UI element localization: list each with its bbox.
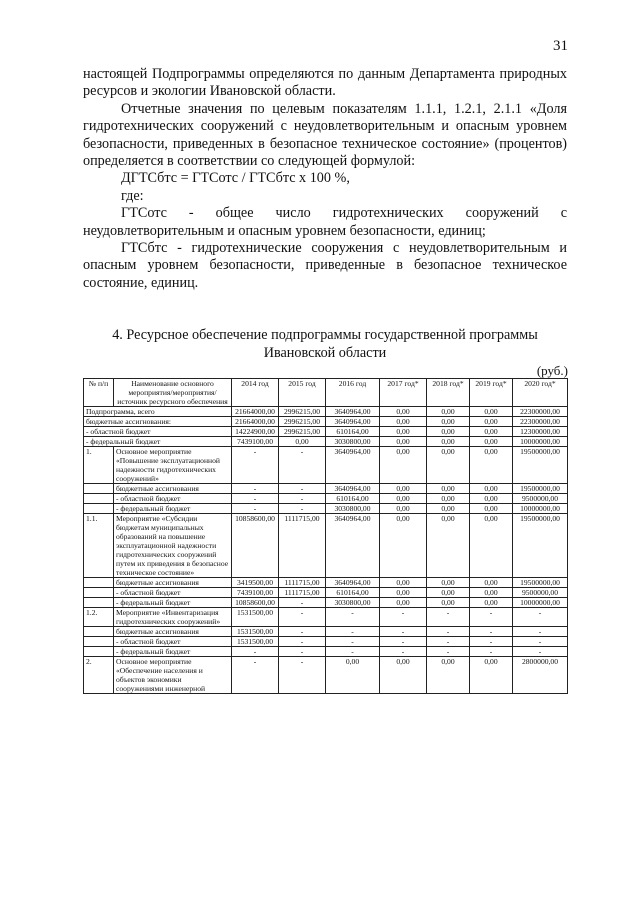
table-cell: - федеральный бюджет <box>84 437 232 447</box>
table-cell: - <box>326 647 380 657</box>
table-cell: 10000000,00 <box>513 504 568 514</box>
table-cell: - областной бюджет <box>114 494 232 504</box>
table-cell: - <box>232 494 279 504</box>
table-cell: 10858600,00 <box>232 514 279 578</box>
table-row <box>84 504 568 514</box>
table-cell: 14224900,00 <box>232 427 279 437</box>
paragraph: ГТСбтс - гидротехнические сооружения с неудовлетворительным и опасным уровнем безопасности, приведенные в безопасное техническое состояние, единиц. <box>83 240 567 291</box>
table-cell: - <box>232 657 279 694</box>
paragraph: настоящей Подпрограммы определяются по данным Департамента природных ресурсов и экологии Ивановской области. <box>83 66 567 100</box>
table-cell: - <box>279 647 326 657</box>
table-cell: - <box>279 627 326 637</box>
table-cell: 2. <box>84 657 114 694</box>
table-row <box>84 588 568 598</box>
table-cell: 0,00 <box>470 588 513 598</box>
table-cell: 0,00 <box>427 588 470 598</box>
table-cell: - <box>232 647 279 657</box>
table-cell: 3030800,00 <box>326 437 380 447</box>
table-cell: Мероприятие «Инвентаризация гидротехнических сооружений» <box>114 608 232 627</box>
table-cell: 10000000,00 <box>513 437 568 447</box>
body-text <box>83 66 567 292</box>
table-cell: - <box>427 647 470 657</box>
table-cell: 3030800,00 <box>326 598 380 608</box>
column-header: 2015 год <box>279 379 326 407</box>
table-cell: 3640964,00 <box>326 407 380 417</box>
table-cell <box>84 504 114 514</box>
table-cell: 0,00 <box>470 447 513 484</box>
table-cell: 0,00 <box>427 447 470 484</box>
table-cell: - <box>470 627 513 637</box>
table-cell: 0,00 <box>279 437 326 447</box>
table-cell: 10858600,00 <box>232 598 279 608</box>
table-cell: - <box>470 647 513 657</box>
table-cell: - <box>470 637 513 647</box>
table-cell: - <box>279 494 326 504</box>
table-cell: - <box>326 608 380 627</box>
table-header-row <box>84 379 568 407</box>
table-cell: - <box>232 447 279 484</box>
table-cell: - <box>326 627 380 637</box>
table-cell: 2996215,00 <box>279 427 326 437</box>
table-row <box>84 427 568 437</box>
table-cell: 1111715,00 <box>279 588 326 598</box>
table-cell: 0,00 <box>380 504 427 514</box>
table-cell: 0,00 <box>380 437 427 447</box>
table-cell: 1531500,00 <box>232 627 279 637</box>
table-cell: - <box>279 657 326 694</box>
table-cell: 0,00 <box>380 598 427 608</box>
table-cell: 19500000,00 <box>513 514 568 578</box>
table-cell: 0,00 <box>380 657 427 694</box>
table-cell: - <box>279 637 326 647</box>
table-cell: 0,00 <box>427 657 470 694</box>
table-row <box>84 514 568 578</box>
paragraph: ГТСотс - общее число гидротехнических сооружений с неудовлетворительным и опасным уровнем безопасности, единиц; <box>83 205 567 239</box>
table-cell: 0,00 <box>380 427 427 437</box>
table-cell: 0,00 <box>470 494 513 504</box>
table-cell: 0,00 <box>427 437 470 447</box>
table-cell: 0,00 <box>380 588 427 598</box>
table-cell: 0,00 <box>380 417 427 427</box>
table-cell: 0,00 <box>326 657 380 694</box>
table-row <box>84 598 568 608</box>
resource-table <box>83 378 568 694</box>
table-row <box>84 608 568 627</box>
column-header: 2017 год* <box>380 379 427 407</box>
table-cell: 3640964,00 <box>326 447 380 484</box>
table-cell <box>84 578 114 588</box>
table-cell: 1.2. <box>84 608 114 627</box>
table-cell: 0,00 <box>470 437 513 447</box>
table-cell: 0,00 <box>470 417 513 427</box>
unit-label: (руб.) <box>536 363 568 378</box>
table-cell: 19500000,00 <box>513 578 568 588</box>
table-cell: бюджетные ассигнования: <box>84 417 232 427</box>
page-number: 31 <box>553 38 568 54</box>
table-cell: - <box>279 504 326 514</box>
table-cell: 3640964,00 <box>326 514 380 578</box>
table-row <box>84 578 568 588</box>
table-cell: 610164,00 <box>326 427 380 437</box>
table-cell: 3640964,00 <box>326 417 380 427</box>
table-cell: - <box>513 627 568 637</box>
paragraph: Отчетные значения по целевым показателям 1.1.1, 1.2.1, 2.1.1 «Доля гидротехнических сооружений с неудовлетворительным и опасным уровнем безопасности, приведенных в безопасное техническое состояние» (процентов) определяется в соответствии со следующей формулой: <box>83 100 567 170</box>
table-cell: - <box>380 608 427 627</box>
table-cell: 0,00 <box>470 657 513 694</box>
table-cell: Основное мероприятие «Обеспечение населения и объектов экономики сооружениями инженерной <box>114 657 232 694</box>
table-cell: бюджетные ассигнования <box>114 627 232 637</box>
table-cell: 7439100,00 <box>232 588 279 598</box>
table-cell: 2996215,00 <box>279 407 326 417</box>
paragraph: ДГТСбтс = ГТСотс / ГТСбтс х 100 %, <box>121 170 350 187</box>
table-cell: - <box>279 598 326 608</box>
table-cell: - <box>513 608 568 627</box>
table-cell: 0,00 <box>427 504 470 514</box>
column-header: № п/п <box>84 379 114 407</box>
table-cell: 0,00 <box>470 427 513 437</box>
table-cell: 12300000,00 <box>513 427 568 437</box>
table-row <box>84 637 568 647</box>
table-cell: 22300000,00 <box>513 407 568 417</box>
table-cell: 0,00 <box>470 514 513 578</box>
table-row <box>84 657 568 694</box>
table-cell: 1531500,00 <box>232 637 279 647</box>
table-cell: Основное мероприятие «Повышение эксплуатационной надежности гидротехнических сооружений» <box>114 447 232 484</box>
table-cell: - федеральный бюджет <box>114 647 232 657</box>
table-cell: 0,00 <box>470 484 513 494</box>
table-cell: 0,00 <box>427 598 470 608</box>
table-cell: - <box>427 637 470 647</box>
table-cell: - <box>380 637 427 647</box>
table-cell: 19500000,00 <box>513 447 568 484</box>
table-cell: 1531500,00 <box>232 608 279 627</box>
table-cell: 0,00 <box>427 417 470 427</box>
table-row <box>84 484 568 494</box>
table-cell: Мероприятие «Субсидии бюджетам муниципальных образований на повышение эксплуатационной надежности гидротехнических сооружений путем их приведения в безопасное техническое состояние» <box>114 514 232 578</box>
table-cell: 10000000,00 <box>513 598 568 608</box>
table-cell <box>84 637 114 647</box>
table-cell: 7439100,00 <box>232 437 279 447</box>
column-header: 2016 год <box>326 379 380 407</box>
paragraph: где: <box>121 187 144 204</box>
table-body <box>84 407 568 694</box>
table-cell: - <box>427 608 470 627</box>
table-cell: 19500000,00 <box>513 484 568 494</box>
table-row <box>84 407 568 417</box>
table-cell: 2996215,00 <box>279 417 326 427</box>
table-cell: - <box>513 637 568 647</box>
table-cell: - <box>279 447 326 484</box>
column-header: 2018 год* <box>427 379 470 407</box>
table-cell: 22300000,00 <box>513 417 568 427</box>
table-cell: 9500000,00 <box>513 494 568 504</box>
table-cell: 610164,00 <box>326 494 380 504</box>
table-cell: 0,00 <box>380 447 427 484</box>
table-cell: - федеральный бюджет <box>114 504 232 514</box>
table-cell: - областной бюджет <box>114 588 232 598</box>
table-cell: 0,00 <box>380 407 427 417</box>
table-cell: - <box>279 484 326 494</box>
table-cell <box>84 494 114 504</box>
table-cell: бюджетные ассигнования <box>114 484 232 494</box>
table-row <box>84 447 568 484</box>
table-cell: 0,00 <box>427 578 470 588</box>
table-cell: - <box>380 647 427 657</box>
table-cell <box>84 627 114 637</box>
table-cell: 610164,00 <box>326 588 380 598</box>
table-cell: бюджетные ассигнования <box>114 578 232 588</box>
table-cell: 3640964,00 <box>326 484 380 494</box>
table-cell: 0,00 <box>427 514 470 578</box>
table-cell: - <box>279 608 326 627</box>
table-cell: 0,00 <box>380 578 427 588</box>
table-cell: 1.1. <box>84 514 114 578</box>
table-cell: 1111715,00 <box>279 514 326 578</box>
table-row <box>84 627 568 637</box>
table-cell: 3419500,00 <box>232 578 279 588</box>
table-cell: 21664000,00 <box>232 417 279 427</box>
table-cell: 0,00 <box>470 504 513 514</box>
table-cell: - областной бюджет <box>114 637 232 647</box>
column-header: Наименование основного мероприятия/мероприятия/ источник ресурсного обеспечения <box>114 379 232 407</box>
table-row <box>84 437 568 447</box>
table-row <box>84 647 568 657</box>
table-cell: 0,00 <box>380 514 427 578</box>
table-cell: 9500000,00 <box>513 588 568 598</box>
column-header: 2019 год* <box>470 379 513 407</box>
table-cell: - <box>513 647 568 657</box>
table-cell: 0,00 <box>470 407 513 417</box>
column-header: 2014 год <box>232 379 279 407</box>
table-cell: 21664000,00 <box>232 407 279 417</box>
section-title: 4. Ресурсное обеспечение подпрограммы государственной программы Ивановской области <box>112 327 538 361</box>
table-cell: - <box>427 627 470 637</box>
table-cell: 0,00 <box>470 598 513 608</box>
table-cell: 3640964,00 <box>326 578 380 588</box>
table-cell: 1. <box>84 447 114 484</box>
table-cell: Подпрограмма, всего <box>84 407 232 417</box>
table-cell: - <box>470 608 513 627</box>
table-row <box>84 417 568 427</box>
table-cell: 0,00 <box>427 427 470 437</box>
table-cell: 0,00 <box>427 484 470 494</box>
table-cell: - областной бюджет <box>84 427 232 437</box>
table-cell: 3030800,00 <box>326 504 380 514</box>
table-cell: 0,00 <box>427 407 470 417</box>
table-row <box>84 494 568 504</box>
table-cell: - <box>232 504 279 514</box>
table-cell <box>84 647 114 657</box>
table-cell <box>84 588 114 598</box>
table-cell: - федеральный бюджет <box>114 598 232 608</box>
table-cell: 0,00 <box>380 494 427 504</box>
table-cell: 1111715,00 <box>279 578 326 588</box>
table-cell <box>84 598 114 608</box>
table-cell: 0,00 <box>427 494 470 504</box>
table-cell: - <box>326 637 380 647</box>
table-cell: 0,00 <box>470 578 513 588</box>
table-cell: 2800000,00 <box>513 657 568 694</box>
column-header: 2020 год* <box>513 379 568 407</box>
table-cell <box>84 484 114 494</box>
table-cell: 0,00 <box>380 484 427 494</box>
table-cell: - <box>232 484 279 494</box>
table-cell: - <box>380 627 427 637</box>
